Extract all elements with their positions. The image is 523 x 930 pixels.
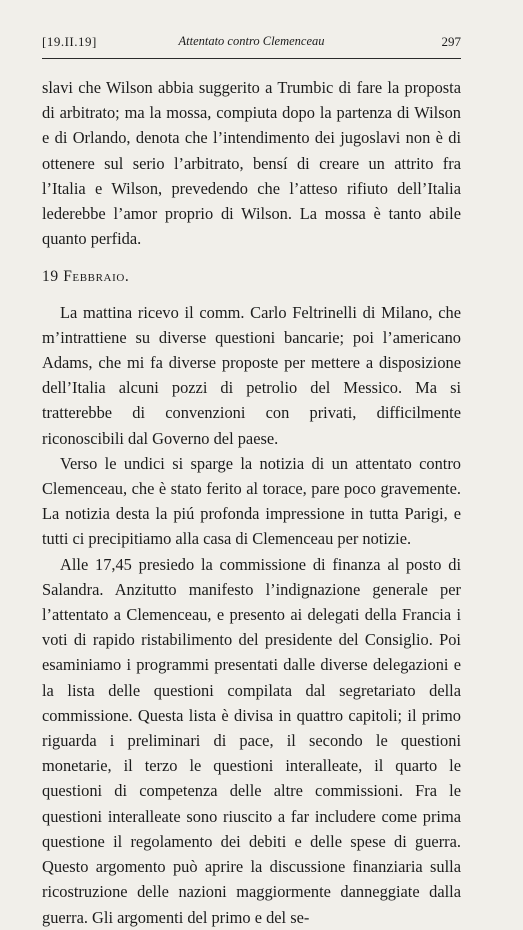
date-month: Febbraio. (63, 268, 130, 286)
paragraph-continued: slavi che Wilson abbia suggerito a Trumbic di fare la proposta di arbitrato; ma la mossa, compiuta dopo la partenza di Wilson e di Orlando, denota che l’intendimento dei jugoslavi non è di ottenere sul serio l’arbitrato, bensí di creare un attrito fra l’Italia e Wilson, prevedendo che l’atteso rifiuto dell’Italia lederebbe l’amor proprio di Wilson. La mossa è tanto abile quanto perfida. (42, 78, 461, 249)
paragraph-attentato: Verso le undici si sparge la notizia di un attentato contro Clemenceau, che è stato ferito al torace, pare poco gravemente. La notizia desta la piú profonda impressione in tutta Parigi, e tutti ci precipitiamo alla casa di Clemenceau per notizie. (42, 453, 461, 549)
diary-date-heading (42, 264, 461, 289)
page-body (42, 75, 461, 930)
header-date: [19.II.19] (42, 34, 97, 49)
paragraph-morning: La mattina ricevo il comm. Carlo Feltrinelli di Milano, che m’intrattiene su diverse questioni bancarie; poi l’americano Adams, che mi fa diverse proposte per mettere a disposizione dell’Italia alcuni pozzi di petrolio del Messico. Ma si tratterebbe di convenzioni con privati, difficilmente riconoscibili dal Governo del paese. (42, 302, 461, 448)
page-number: 297 (441, 34, 461, 49)
paragraph-commissione: Alle 17,45 presiedo la commissione di finanza al posto di Salandra. Anzitutto manifesto l’indignazione generale per l’attentato a Clemenceau, e presento ai delegati della Francia i voti di rapido ristabilimento del presidente del Consiglio. Poi esaminiamo i programmi presentati dalle diverse delegazioni e la lista delle questioni compilata dal segretariato della commissione. Questa lista è divisa in quattro capitoli; il primo riguarda i preliminari di pace, il secondo le questioni monetarie, il terzo le questioni interalleate, il quarto le questioni di competenza delle altre commissioni. Fra le questioni interalleate sono riuscito a far includere come prima questione il regolamento dei debiti e delle spese di guerra. Questo argomento può aprire la discussione finanziaria sulla ricostruzione delle nazioni maggiormente danneggiate dalla guerra. Gli argomenti del primo e del se- (42, 554, 461, 927)
running-header (42, 34, 461, 59)
date-day: 19 (42, 268, 59, 286)
header-title: Attentato contro Clemenceau (178, 34, 325, 48)
